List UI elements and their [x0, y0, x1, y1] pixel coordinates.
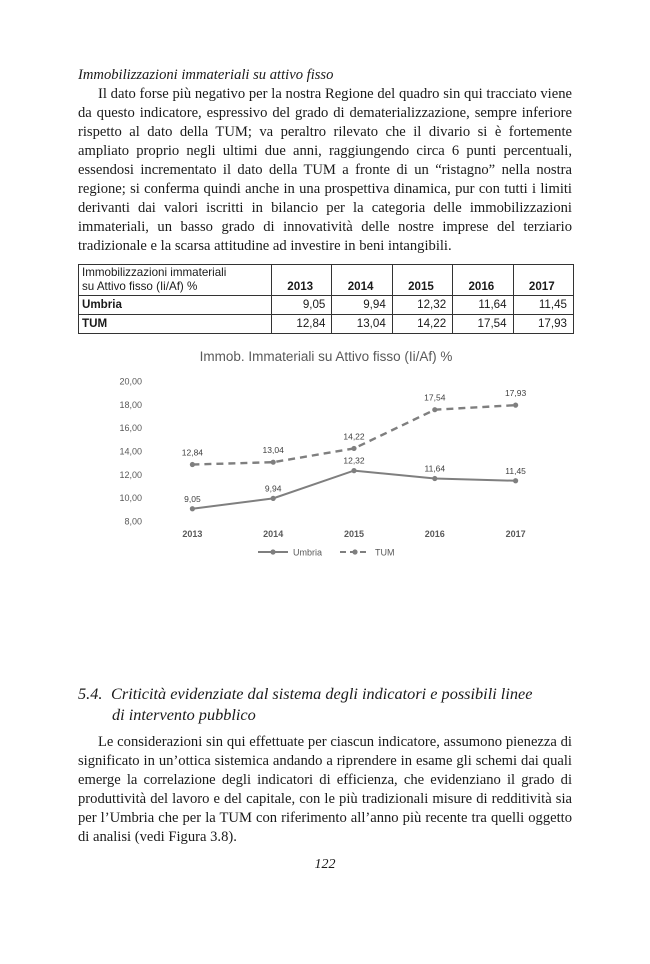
data-label: 9,94 — [264, 483, 282, 494]
chart-svg — [78, 339, 574, 569]
line-chart — [78, 339, 574, 569]
table-year: 2015 — [392, 265, 452, 296]
data-point — [432, 476, 437, 481]
x-tick-label: 2016 — [424, 529, 445, 540]
data-label: 14,22 — [343, 431, 365, 442]
table-year: 2016 — [453, 265, 513, 296]
table-header-label-line1: Immobilizzazioni immateriali — [82, 266, 227, 280]
y-tick-label: 14,00 — [119, 446, 142, 457]
data-label: 17,54 — [424, 393, 446, 404]
data-label: 11,45 — [505, 466, 526, 477]
data-point — [271, 460, 276, 465]
data-label: 11,64 — [424, 463, 446, 474]
table-cell: 11,64 — [453, 296, 513, 315]
section-title: Immobilizzazioni immateriali su attivo fisso — [78, 67, 334, 83]
data-point — [351, 468, 356, 473]
upper-section — [78, 66, 572, 569]
data-point — [513, 479, 518, 484]
y-tick-label: 12,00 — [119, 470, 142, 481]
table-header-label — [79, 265, 272, 296]
y-tick-label: 8,00 — [124, 516, 142, 527]
data-point — [513, 403, 518, 408]
y-tick-label: 18,00 — [119, 400, 142, 411]
table-row-label: TUM — [79, 315, 272, 334]
chart-title: Immob. Immateriali su Attivo fisso (Ii/Af) % — [199, 349, 453, 365]
data-label: 12,84 — [181, 447, 204, 458]
table-header-label-line2: su Attivo fisso (Ii/Af) % — [82, 280, 198, 294]
series-line-umbria — [192, 471, 515, 509]
lower-section — [78, 733, 572, 847]
section-heading-line2: di intervento pubblico — [112, 705, 256, 724]
data-point — [432, 408, 437, 413]
legend-marker — [352, 550, 357, 555]
table-cell: 13,04 — [332, 315, 392, 334]
y-tick-label: 16,00 — [119, 423, 142, 434]
data-point — [190, 462, 195, 467]
table-cell: 17,54 — [453, 315, 513, 334]
table-cell: 9,94 — [332, 296, 392, 315]
data-point — [271, 496, 276, 501]
section-paragraph: Il dato forse più negativo per la nostra Regione del quadro sin qui tracciato viene da questo indicatore, espressivo del grado di dematerializzazione, sempre inferiore rispetto al dato della TUM; va peraltro rilevato che il divario si è fortemente ampliato proprio negli ultimi due anni, raggiungendo circa 6 punti percentuali, essendosi incrementato il dato della TUM a fronte di un “ristagno” nella nostra regione; si conferma quindi anche in una prospettiva dinamica, pur con tutti i limiti derivanti dai valori iscritti in bilancio per la categoria delle immobilizzazioni immateriali, un basso grado di innovatività delle nostre imprese del terziario tradizionale e la scarsa attitudine ad investire in beni intangibili. — [78, 86, 572, 255]
data-label: 12,32 — [343, 456, 365, 467]
section-heading — [78, 683, 574, 725]
table-row — [79, 296, 574, 315]
legend-marker — [270, 550, 275, 555]
x-tick-label: 2014 — [263, 529, 284, 540]
table-cell: 12,32 — [392, 296, 452, 315]
legend-label: Umbria — [293, 547, 323, 558]
data-label: 13,04 — [262, 445, 284, 456]
table-row-label: Umbria — [79, 296, 272, 315]
table-cell: 12,84 — [272, 315, 332, 334]
table-cell: 17,93 — [513, 315, 573, 334]
table-cell: 9,05 — [272, 296, 332, 315]
data-label: 9,05 — [184, 494, 201, 505]
section2-paragraph: Le considerazioni sin qui effettuate per ciascun indicatore, assumono pienezza di significato in un’ottica sistemica andando a riprendere in esame gli schemi dai quali emerge la correlazione degli indicatori di efficienza, che evidenziano il grado di produttività del lavoro e del capitale, con le più tradizionali misure di redditività sia per l’Umbria che per la TUM con riferimento all’anno più recente tra quelli oggetto di analisi (vedi Figura 3.8). — [78, 734, 572, 846]
data-point — [351, 446, 356, 451]
data-label: 17,93 — [504, 388, 527, 399]
y-tick-label: 20,00 — [119, 376, 142, 387]
table-cell: 11,45 — [513, 296, 573, 315]
x-tick-label: 2017 — [505, 529, 526, 540]
table-year: 2017 — [513, 265, 573, 296]
table-row — [79, 315, 574, 334]
table-cell: 14,22 — [392, 315, 452, 334]
data-point — [190, 507, 195, 512]
data-table — [78, 264, 574, 334]
table-header-row — [79, 265, 574, 296]
table-year: 2013 — [272, 265, 332, 296]
table-year: 2014 — [332, 265, 392, 296]
page-number: 122 — [314, 857, 336, 872]
section-number: 5.4. — [78, 684, 103, 703]
x-tick-label: 2013 — [182, 529, 203, 540]
legend-label: TUM — [375, 547, 395, 558]
y-tick-label: 10,00 — [119, 493, 142, 504]
section-heading-line1: Criticità evidenziate dal sistema degli indicatori e possibili linee — [111, 684, 533, 703]
x-tick-label: 2015 — [343, 529, 365, 540]
